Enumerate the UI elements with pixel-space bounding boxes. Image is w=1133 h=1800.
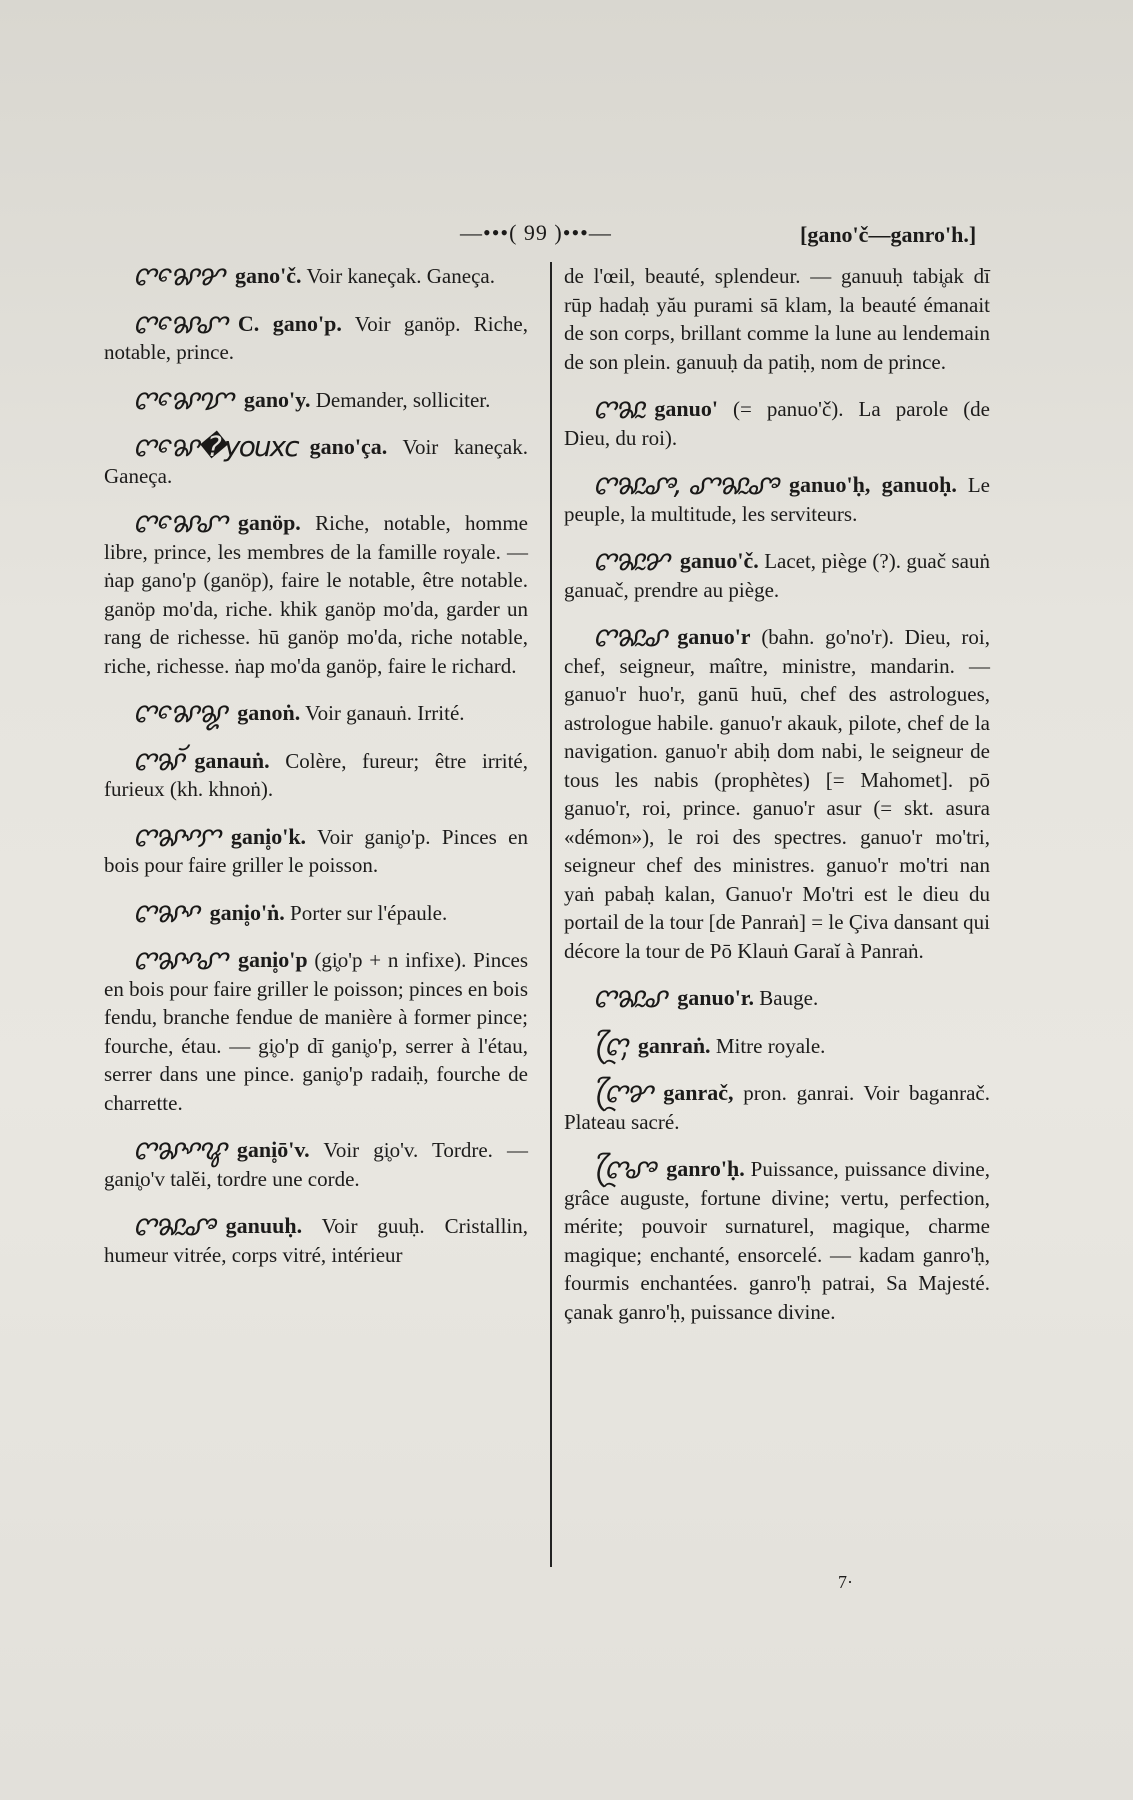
cham-script-glyph: ꨈꨗꨯꨌ [132,259,223,292]
entry-definition: Colère, fureur; être irrité, furieux (kh. khnoṅ). [104,748,529,801]
dictionary-entry [564,1076,990,1136]
dictionary-entry [564,981,990,1014]
cham-script-glyph: ꨈꨗꨯꨘ [132,696,226,729]
dictionary-entry [564,392,991,452]
entry-headword: ganoṅ. [237,700,301,725]
entry-definition: (= panuo'č). La parole (de Dieu, du roi). [564,397,991,450]
entry-headword: ganuo'r. [677,985,755,1010]
entry-headword: ganro'ḥ. [666,1156,745,1181]
cham-script-glyph: ꨈꨗꨮ [132,743,183,777]
dictionary-entry [104,506,528,680]
entry-headword: ganuo'r [677,624,751,649]
cham-script-glyph: ꨈꨗꨭꨣ [592,981,666,1014]
entry-definition: (bahn. go'no'r). Dieu, roi, chef, seigneur, maître, ministre, mandarin. — ganuo'r huo'r, ganū huū, chef des astrologues, astrologue habile. ganuo'r akauk, pilote, chef de la navigation. ganuo'r abiḥ dom nabi, le seigneur de tous les nabis (prophètes) [= Mahomet]. pō ganuo'r, roi, prince. ganuo'r asur (= skt. asura «démon»), le roi des spectres. ganuo'r mo'tri, seigneur chef des ministres. ganuo'r mo'tri nan yaṅ pabaḥ kalan, Ganuo'r Mo'tri est le dieu du portail de la tour [de Panraṅ] = le Çiva dansant qui décore la tour de Pō Klauṅ Garaĭ à Panraṅ. [564,625,990,963]
cham-script-glyph: ꨈꨗꨯꨢ [132,382,232,416]
cham-script-glyph: ꨈꨗꨯꨚ [132,306,226,340]
entry-headword: gano'ça. [309,434,388,459]
entry-headword: gani̥o'ṅ. [209,899,285,925]
dictionary-entry [564,468,991,528]
dictionary-entry [104,306,528,367]
entry-definition: Voir kaneçak. Ganeça. [104,435,528,488]
entry-definition: Voir ganöp. Riche, notable, prince. [104,311,528,364]
left-column [104,259,529,1288]
entry-definition: Voir kaneçak. Ganeça. [306,264,495,288]
entry-definition: Mitre royale. [715,1033,826,1058]
entry-headword: gani̥o'k. [230,823,307,849]
cham-script-glyph: ꨈꨴꨨ [592,1152,655,1185]
dictionary-entry [564,1152,991,1326]
entry-headword: C. gano'p. [237,310,342,336]
dictionary-entry [104,430,528,490]
entry-headword: ganraṅ. [637,1032,711,1058]
entry-definition: Riche, notable, homme libre, prince, les membres de la famille royale. — ṅap gano'p (ganöp), faire le notable, être notable. ganöp mo'da, riche. khik ganöp mo'da, garder un rang de richesse. hū ganöp mo'da, riche notable, riche, richesse. ṅap mo'da ganöp, faire le richard. [104,511,528,678]
dictionary-entry [564,620,990,965]
entry-definition: Voir gani̥o'p. Pinces en bois pour faire griller le poisson. [104,824,528,877]
dictionary-entry [564,262,990,376]
entry-headword: gani̥o'p [237,947,308,972]
dictionary-entry [104,943,529,1117]
cham-script-glyph: ꨈꨗꨳ [132,895,198,929]
dictionary-entry [104,819,528,880]
cham-script-glyph: ꨈꨗꨳꨆ [132,819,219,853]
cham-script-glyph: ꨈꨗꨳꨥ [132,1133,225,1166]
right-column [564,262,990,1345]
cham-script-glyph: ꨈꨗꨭꨌ [592,544,668,577]
dictionary-entry [104,895,528,929]
entry-headword: gano'č. [234,263,302,288]
entry-definition: Bauge. [759,986,819,1010]
entry-definition: Voir gi̥o'v. Tordre. — gani̥o'v talĕi, tordre une corde. [104,1138,528,1191]
cham-script-glyph: ꨈꨗꨯꨚ [132,506,226,539]
entry-headword: ganuo'č. [679,548,759,573]
dictionary-entry [564,1028,990,1062]
dictionary-entry [104,382,528,416]
page-number: —•••( 99 )•••— [460,220,612,245]
dictionary-entry [104,1133,528,1193]
entry-headword: gano'y. [243,386,311,412]
page-header [0,214,1133,254]
cham-script-glyph: ꨈꨴꨲ [592,1028,626,1062]
running-head: [gano'č—ganro'h.] [800,222,977,247]
dictionary-entry [564,544,991,604]
entry-headword: gani̥ō'v. [236,1137,310,1162]
entry-definition: Puissance, puissance divine, grâce auguste, fortune divine; vertu, perfection, mérite; pouvoir surnaturel, magique, charme magique; enchanté, ensorcelé. — kadam ganro'ḥ, fourmis enchantées. ganro'ḥ patrai, Sa Majesté. çanak ganro'ḥ, puissance divine. [564,1157,991,1324]
entry-definition: Porter sur l'épaule. [290,900,448,925]
entry-definition: Voir ganauṅ. Irrité. [305,701,465,725]
entry-definition: Lacet, piège (?). guač sauṅ ganuač, prendre au piège. [564,549,991,602]
entry-definition: pron. ganrai. Voir baganrač. Plateau sacré. [564,1081,990,1134]
dictionary-entry [104,696,528,729]
entry-headword: ganrač, [663,1080,734,1105]
cham-script-glyph: ꨈꨗꨭꨣ [592,620,666,653]
dictionary-entry [104,1209,529,1269]
entry-headword: ganuo' [654,396,718,421]
entry-definition: Voir guuḥ. Cristallin, humeur vitrée, corps vitré, intérieur [104,1214,529,1267]
entry-headword: ganuo'ḥ, ganuoḥ. [789,472,957,497]
column-rule [550,262,552,1567]
entry-definition: de l'œil, beauté, splendeur. — ganuuḥ tabi̥ak dī rūp hadaḥ yău purami sā klam, la beauté émanait de son corps, brillant comme la lune au lendemain de son plein. ganuuḥ da patiḥ, nom de prince. [564,264,990,374]
folio-mark: 7· [838,1572,853,1592]
entry-definition: Demander, solliciter. [315,387,491,412]
cham-script-glyph: ꨈꨗꨳꨚ [132,943,226,976]
entry-headword: ganöp. [237,510,301,535]
cham-script-glyph: ꨈꨴꨌ [592,1076,652,1109]
dictionary-entry [104,259,528,292]
entry-headword: ganuuḥ. [225,1213,303,1238]
cham-script-glyph: ꨈꨗꨭꨨ, ꨚꨗꨭꨨ [592,468,778,501]
entry-definition: (gi̥o'p + n infixe). Pinces en bois pour faire griller le poisson; pinces en bois fendu, branche fendue de manière à former pince; fourche, étau. — gi̥o'p dī gani̥o'p, serrer à l'étau, serrer dans une pince. gani̥o'p radaiḥ, fourche de charrette. [104,948,529,1115]
entry-definition: Le peuple, la multitude, les serviteurs. [564,473,991,526]
dictionary-entry [104,743,529,804]
cham-script-glyph: ꨈꨗꨭꨨ [132,1209,214,1242]
cham-script-glyph: ꨈꨗꨯ�youxc [132,430,298,463]
cham-script-glyph: ꨈꨗꨭ [592,392,643,425]
entry-headword: ganauṅ. [194,747,270,773]
